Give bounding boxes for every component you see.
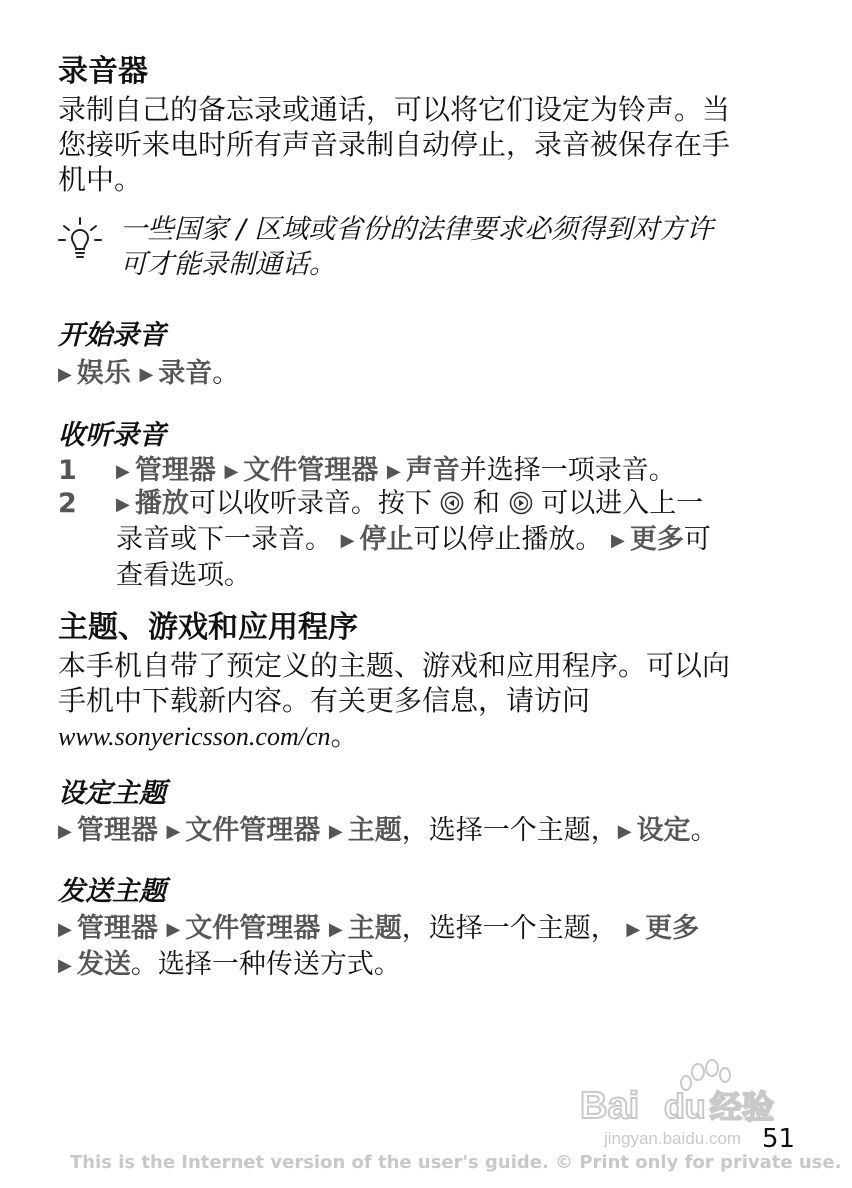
menu-key-stop: 停止	[359, 524, 414, 555]
punctuation: 。	[330, 719, 359, 752]
menu-key-file-manager: 文件管理器	[243, 455, 379, 486]
recorder-desc-line: 录制自己的备忘录或通话，可以将它们设定为铃声。当	[58, 93, 731, 126]
recorder-tip	[120, 212, 713, 282]
punctuation: 。	[690, 815, 718, 846]
send-theme-line	[58, 947, 699, 983]
step-number: 1	[58, 455, 77, 486]
menu-key-set: 设定	[636, 815, 691, 846]
menu-key-file-manager: 文件管理器	[185, 815, 321, 846]
send-theme-line	[58, 911, 699, 947]
arrow-right-icon: ▶	[116, 461, 130, 482]
arrow-right-icon: ▶	[116, 494, 130, 515]
step-text: 可以停止播放。	[413, 524, 603, 555]
step-number: 2	[58, 488, 77, 519]
website-link[interactable]: www.sonyericsson.com/cn	[58, 722, 331, 751]
arrow-right-icon: ▶	[58, 955, 72, 976]
lightbulb-tip-icon	[58, 216, 102, 262]
step-text: 并选择一项录音。	[459, 455, 676, 486]
send-theme-path	[58, 911, 699, 983]
subsection-title-send-theme: 发送主题	[58, 876, 166, 907]
menu-key-sounds: 声音	[405, 455, 460, 486]
watermark-url: jingyan.baidu.com	[604, 1129, 742, 1148]
watermark-cn: 经验	[710, 1088, 775, 1126]
arrow-right-icon: ▶	[386, 461, 401, 482]
themes-description	[58, 648, 788, 754]
arrow-right-icon: ▶	[328, 919, 343, 940]
step-2-text	[116, 486, 711, 593]
menu-key-themes: 主题	[347, 913, 402, 944]
page-number: 51	[762, 1124, 796, 1154]
arrow-right-icon: ▶	[626, 919, 641, 940]
step-text: 可以收听录音。按下	[188, 488, 432, 519]
menu-key-play: 播放	[134, 488, 189, 519]
arrow-right-icon: ▶	[139, 364, 154, 385]
arrow-right-icon: ▶	[58, 919, 72, 940]
step-text: 可	[683, 524, 711, 555]
start-recording-path	[58, 356, 239, 392]
arrow-right-icon: ▶	[58, 364, 72, 385]
set-theme-path	[58, 813, 718, 849]
step-text: ，选择一个主题，	[401, 815, 618, 846]
arrow-right-icon: ▶	[328, 821, 343, 842]
footer-disclaimer: This is the Internet version of the user's guide. © Print only for private use.	[70, 1152, 842, 1173]
menu-key-manager: 管理器	[76, 913, 158, 944]
menu-key-file-manager: 文件管理器	[185, 913, 321, 944]
step-2-line	[116, 486, 711, 522]
menu-key-themes: 主题	[347, 815, 402, 846]
arrow-right-icon: ▶	[166, 821, 181, 842]
step-text: 可以进入上一	[541, 488, 704, 519]
section-title-themes: 主题、游戏和应用程序	[58, 610, 358, 645]
nav-right-key-icon	[509, 491, 533, 515]
subsection-title-listen-recording: 收听录音	[58, 420, 166, 451]
arrow-right-icon: ▶	[340, 530, 355, 551]
subsection-title-start-recording: 开始录音	[58, 320, 166, 351]
recorder-description	[58, 92, 788, 197]
themes-desc-line: 本手机自带了预定义的主题、游戏和应用程序。可以向	[58, 649, 731, 682]
recorder-desc-line: 您接听来电时所有声音录制自动停止，录音被保存在手	[58, 128, 731, 161]
recorder-desc-line: 机中。	[58, 163, 143, 196]
watermark-brand-2: du	[664, 1088, 706, 1126]
menu-key-more: 更多	[645, 913, 700, 944]
step-1-text	[116, 453, 676, 489]
arrow-right-icon: ▶	[58, 821, 72, 842]
punctuation: 。	[212, 358, 240, 389]
step-text: 录音或下一录音。	[116, 524, 332, 555]
themes-desc-line: 手机中下载新内容。有关更多信息，请访问	[58, 684, 591, 717]
menu-key-recorder: 录音	[158, 358, 213, 389]
arrow-right-icon: ▶	[166, 919, 181, 940]
arrow-right-icon: ▶	[224, 461, 239, 482]
step-text: 和	[473, 488, 501, 519]
arrow-right-icon: ▶	[617, 821, 632, 842]
step-text: ，选择一个主题，	[401, 913, 618, 944]
arrow-right-icon: ▶	[611, 530, 625, 551]
menu-key-manager: 管理器	[134, 455, 216, 486]
themes-desc-line	[58, 718, 788, 754]
tip-line: 可才能录制通话。	[120, 249, 336, 280]
subsection-title-set-theme: 设定主题	[58, 778, 166, 809]
nav-left-key-icon	[440, 491, 464, 515]
menu-key-entertainment: 娱乐	[76, 358, 131, 389]
step-text: 。选择一种传送方式。	[130, 949, 401, 980]
step-2-line	[116, 522, 711, 558]
menu-key-send: 发送	[76, 949, 131, 980]
watermark-brand: Bai	[580, 1085, 640, 1127]
menu-key-more: 更多	[629, 524, 684, 555]
menu-key-manager: 管理器	[76, 815, 158, 846]
step-2-line: 查看选项。	[116, 560, 251, 591]
tip-line: 一些国家 / 区域或省份的法律要求必须得到对方许	[120, 214, 714, 245]
section-title-recorder: 录音器	[58, 54, 148, 89]
